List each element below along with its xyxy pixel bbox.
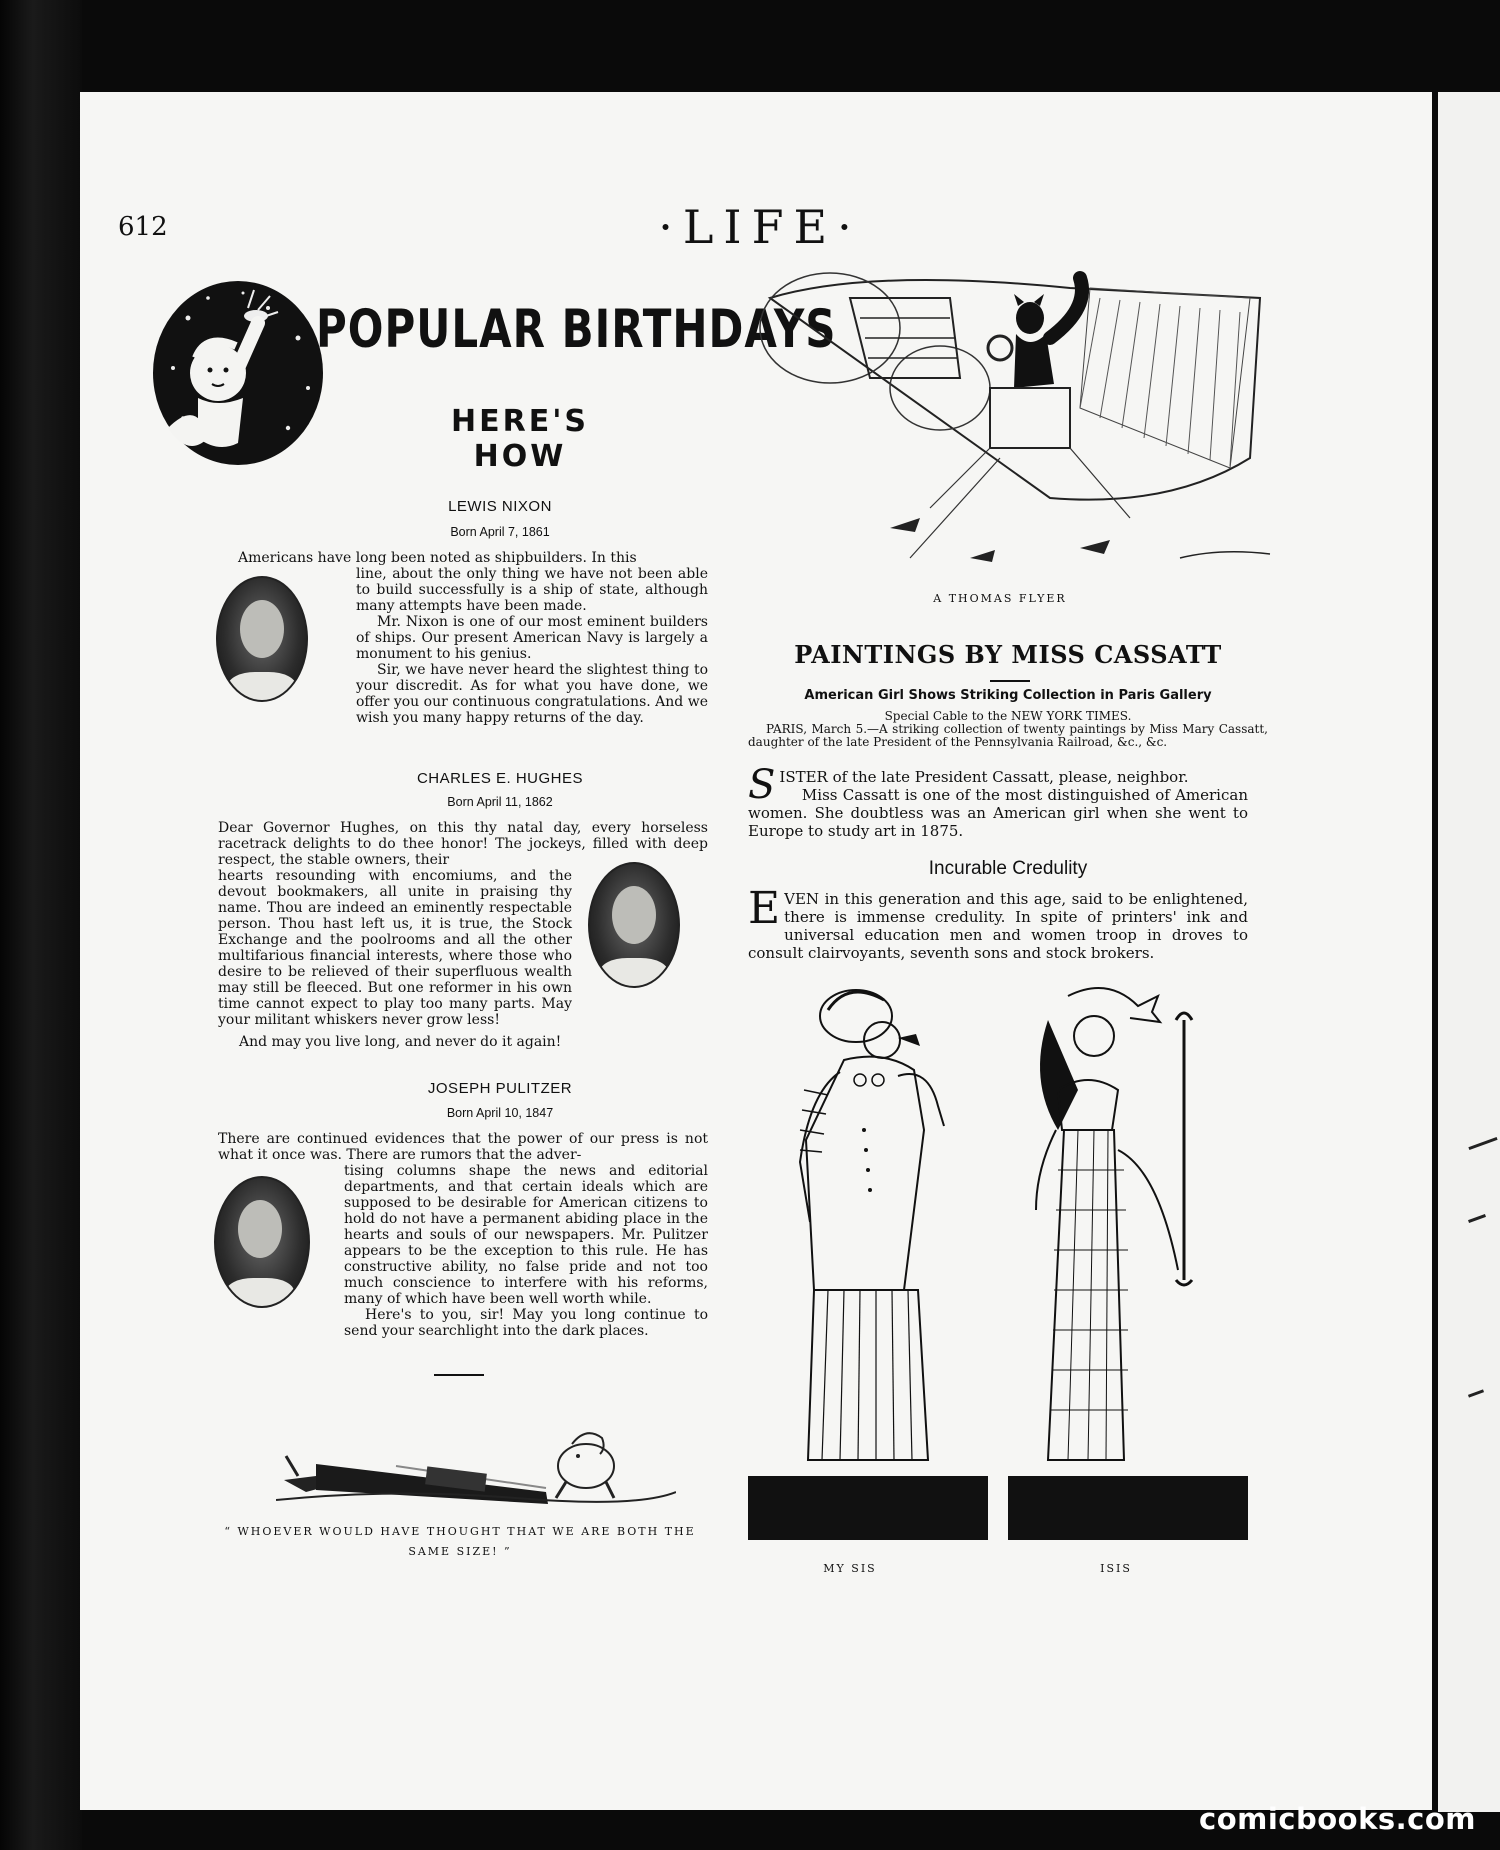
entry-body-nixon [356, 566, 708, 726]
section-title: POPULAR BIRTHDAYS [316, 298, 837, 360]
nixon-para-3: Sir, we have never heard the slightest thing to your discredit. As for what you have done, we offer you our continuous congratulations. And we wish you many happy returns of the day. [356, 662, 708, 726]
cassatt-subhead: American Girl Shows Striking Collection in Paris Gallery [804, 688, 1212, 703]
watermark: comicbooks.com [1199, 1802, 1476, 1836]
entry-body-pulitzer: tising columns shape the news and editorial departments, and that certain ideals which are supposed to be desirable for American citizens to hold do not have a permanent abiding place in the hearts and souls of our newspapers. Mr. Pulitzer appears to be the exception to this rule. He has constructive ability, no false pride and not too much conscience to interfere with his reforms, many of which have been well worth while. [344, 1163, 708, 1307]
entry-name-pulitzer: JOSEPH PULITZER [427, 1080, 573, 1097]
cassatt-headline: PAINTINGS BY MISS CASSATT [794, 640, 1222, 669]
caption-my-sis: MY SIS [823, 1562, 877, 1575]
entry-body-hughes: hearts resounding with encomiums, and the devout bookmakers, all unite in praising thy name. Thou are indeed an eminently respectable person. Thou hast left us, it is true, the Stock Exchange and the poolrooms and all the other multifarious financial interests, where those who desire to be relieved of their superfluous wealth may still be fleeced. But one reformer in his own time cannot expect to play too many parts. May your militant whiskers never grow less! [218, 868, 572, 1028]
entry-closing-hughes: And may you live long, and never do it again! [239, 1034, 562, 1050]
credulity-text: VEN in this generation and this age, said to be enlightened, there is immense credulity. In spite of printers' ink and universal education men and women troop in droves to consult clairvoyants, seventh sons and stock brokers. [748, 890, 1248, 962]
cherub-illustration [148, 278, 323, 488]
portrait-pulitzer [214, 1176, 310, 1308]
entry-name-nixon: LEWIS NIXON [448, 498, 552, 515]
entry-lead-pulitzer: There are continued evidences that the power of our press is not what it once was. There are rumors that the adver- [218, 1131, 708, 1163]
my-sis-isis-illustration [748, 980, 1248, 1540]
entry-closing-pulitzer: Here's to you, sir! May you long continue to send your searchlight into the dark places. [344, 1307, 708, 1339]
cassatt-dropcap: S [748, 762, 776, 808]
scan-border [0, 0, 82, 1850]
caption-isis: ISIS [1100, 1562, 1132, 1575]
credulity-dropcap: E [748, 883, 781, 934]
portrait-hughes [588, 862, 680, 988]
thomas-flyer-caption: A THOMAS FLYER [933, 592, 1067, 605]
nixon-para-1: line, about the only thing we have not been able to build successfully is a ship of state, although many attempts have been made. [356, 566, 708, 614]
cassatt-rule [990, 680, 1030, 682]
credulity-body [748, 883, 1248, 962]
entry-name-hughes: CHARLES E. HUGHES [416, 770, 584, 787]
cassatt-source: Special Cable to the NEW YORK TIMES. [884, 709, 1132, 723]
cassatt-dateline: PARIS, March 5.—A striking collection of twenty paintings by Miss Mary Cassatt, daughter of the late President of the Pennsylvania Railroad, &c., &c. [748, 722, 1268, 749]
adjacent-page-edge [1438, 92, 1500, 1812]
thomas-flyer-illustration [750, 258, 1310, 598]
cassatt-body-2: Miss Cassatt is one of the most distinguished of American women. She doubtless was an American girl when she went to Europe to study art in 1875. [748, 786, 1248, 840]
credulity-title: Incurable Credulity [928, 858, 1088, 879]
page-number: 612 [118, 212, 168, 242]
section-subtitle: HERE'S HOW [451, 404, 589, 474]
entry-born-nixon: Born April 7, 1861 [450, 525, 550, 539]
entry-lead-hughes: Dear Governor Hughes, on this thy natal day, every horseless racetrack delights to do thee honor! The jockeys, filled with deep respect, the stable owners, their [218, 820, 708, 868]
section-divider [434, 1374, 484, 1376]
entry-born-hughes: Born April 11, 1862 [447, 795, 553, 809]
section-title-block [316, 298, 837, 360]
cassatt-dateline-block [748, 710, 1268, 749]
cartoon-caption: “ WHOEVER WOULD HAVE THOUGHT THAT WE ARE BOTH THE SAME SIZE! ” [224, 1525, 696, 1558]
nixon-para-2: Mr. Nixon is one of our most eminent builders of ships. Our present American Navy is largely a monument to his genius. [356, 614, 708, 662]
cassatt-body-1: ISTER of the late President Cassatt, please, neighbor. [779, 768, 1189, 786]
portrait-nixon [216, 576, 308, 702]
cassatt-body [748, 762, 1248, 840]
telescope-cartoon [276, 1404, 676, 1514]
masthead: ·LIFE· [658, 200, 862, 254]
entry-born-pulitzer: Born April 10, 1847 [446, 1106, 554, 1120]
entry-lead-nixon: Americans have long been noted as shipbuilders. In this [238, 550, 637, 566]
